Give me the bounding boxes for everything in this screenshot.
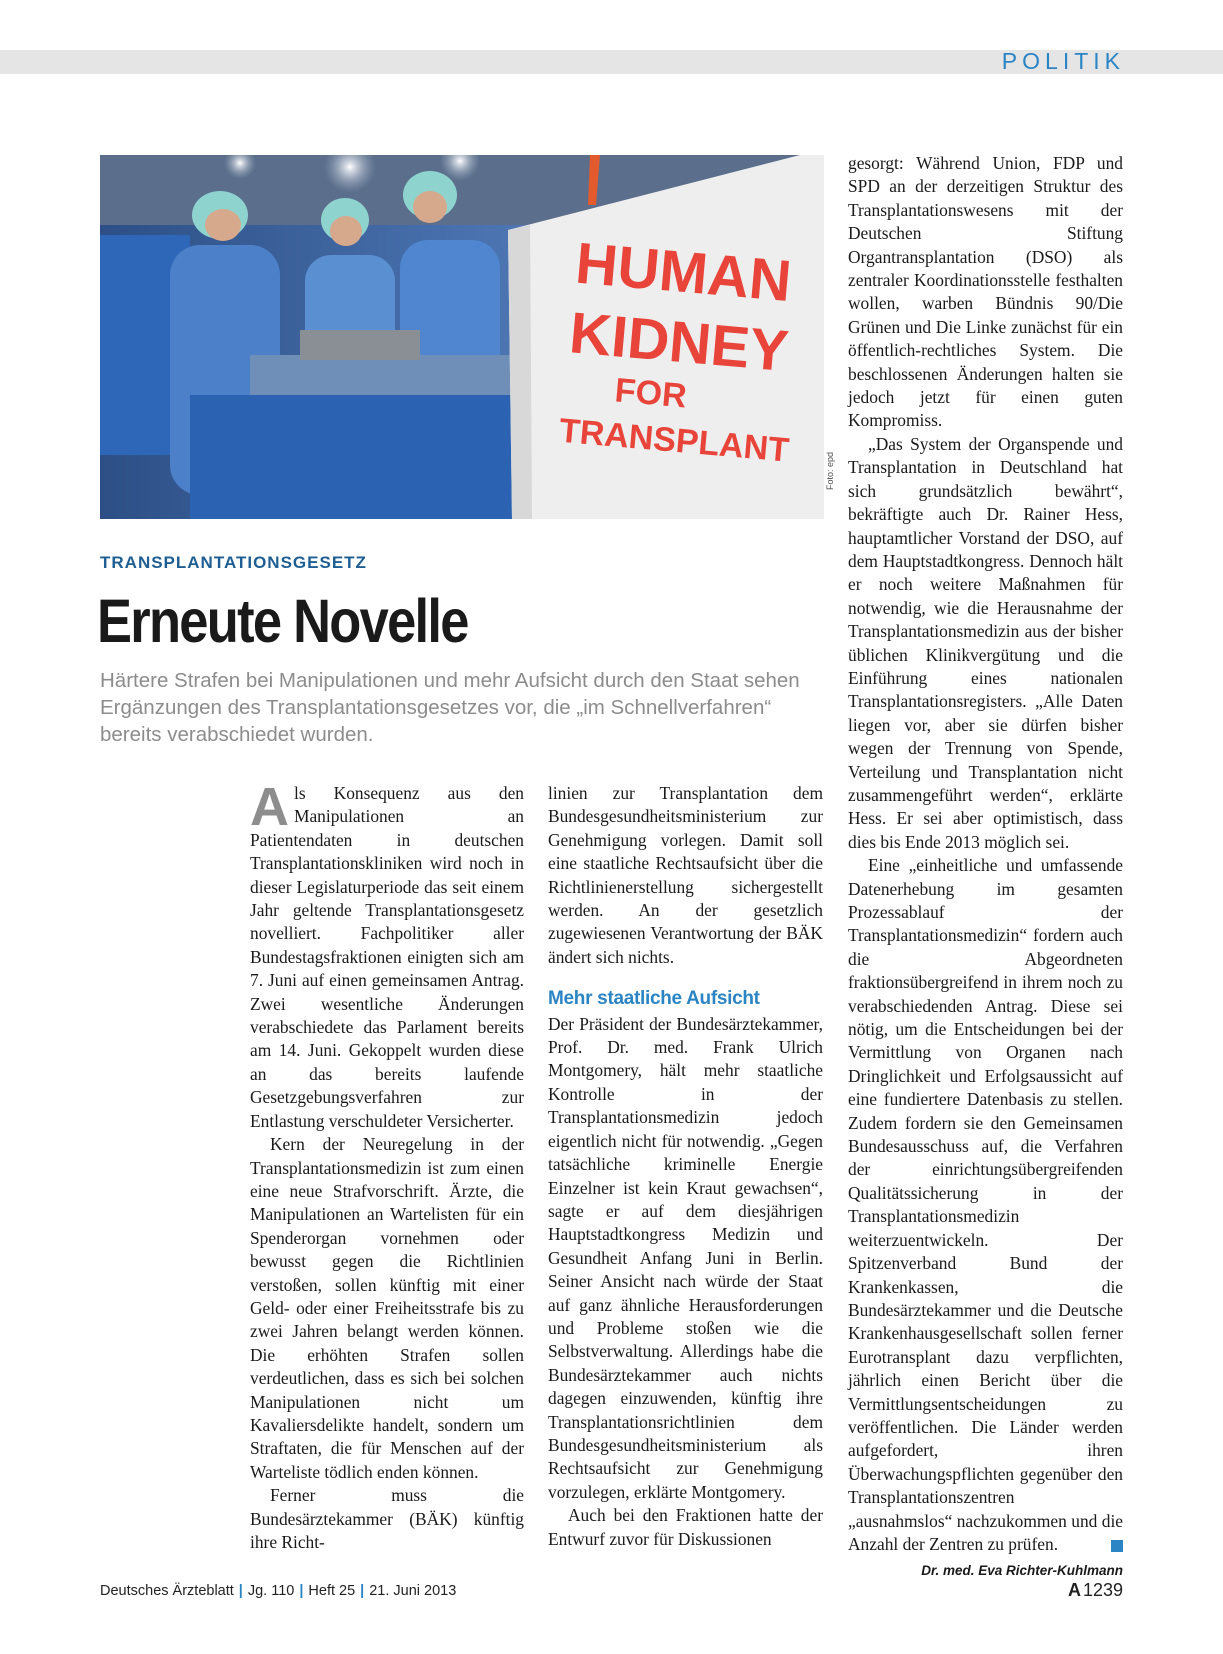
page-footer: [100, 1583, 456, 1599]
article-photo: [100, 155, 824, 519]
operating-room-illustration: [100, 155, 824, 519]
paragraph: Als Konsequenz aus den Manipulationen an Patientendaten in deutschen Transplantationskliniken wird noch in dieser Legislaturperiode das seit einem Jahr geltende Transplantationsgesetz novelliert. Fachpolitiker aller Bundestagsfraktionen einigten sich am 7. Juni auf einen gemeinsamen Antrag. Zwei wesentliche Änderungen verabschiedete das Parlament bereits am 14. Juni. Gekoppelt wurden diese an das bereits laufende Gesetzgebungsverfahren zur Entlastung verschuldeter Versicherter.: [250, 777, 524, 1131]
journal-name: Deutsches Ärzteblatt: [100, 1583, 234, 1599]
separator: |: [238, 1583, 243, 1599]
paragraph: „Das System der Organspende und Transplantation in Deutschland hat sich grundsätzlich bewährt“, bekräftigte auch Dr. Rainer Hess, hauptamtlicher Vorstand der DSO, auf dem Hauptstadtkongress. Dennoch hält er noch weitere Maßnahmen für notwendig, wie die Herausnahme der Transplantationsmedizin aus der bisher üblichen Klinikvergütung und die Einführung eines nationalen Transplantationsregisters. „Alle Daten liegen vor, aber sie dürfen bisher wegen der Trennung von Spende, Verteilung und Transplantation nicht zusammengeführt werden“, erklärte Hess. Er sei aber optimistisch, dass dies bis Ende 2013 möglich sei.: [848, 433, 1123, 852]
author-byline: Dr. med. Eva Richter-Kuhlmann: [921, 1563, 1123, 1579]
sign-line-kidney: KIDNEY: [567, 300, 792, 385]
section-label: POLITIK: [1001, 48, 1125, 74]
journal-issue: Heft 25: [308, 1583, 356, 1599]
separator: |: [299, 1583, 304, 1599]
journal-date: 21. Juni 2013: [369, 1583, 457, 1599]
page-number: A 1239: [1067, 1580, 1123, 1600]
separator: |: [360, 1583, 365, 1599]
article-kicker: TRANSPLANTATIONSGESETZ: [100, 553, 367, 572]
end-mark-icon: [1111, 1540, 1123, 1552]
sign-line-for: FOR: [613, 371, 689, 416]
paragraph: Eine „einheitliche und umfassende Datenerhebung im gesamten Prozessablauf der Transplantationsmedizin“ fordern auch die Abgeordneten fraktionsübergreifend in ihrem noch zu verabschiedenden Antrag. Diese sei nötig, um die Entscheidungen bei der Vermittlung von Organen nach Dringlichkeit und Erfolgsaussicht auf eine fundiertere Datenbasis zu stellen. Zudem fordern sie den Gemeinsamen Bundesausschuss auf, die Verfahren der einrichtungsübergreifenden Qualitätssicherung in der Transplantationsmedizin weiterzuentwickeln. Der Spitzenverband Bund der Krankenkassen, die Bundesärztekammer und die Deutsche Krankenhausgesellschaft sollen ferner Eurotransplant dazu verpflichten, jährlich einen Bericht über die Vermittlungsentscheidungen zu veröffentlichen. Die Länder werden aufgefordert, ihren Überwachungspflichten gegenüber den Transplantationszentren „ausnahmslos“ nachzukommen und die Anzahl der Zentren zu prüfen.: [848, 855, 1123, 1554]
paragraph: Auch bei den Fraktionen hatte der Entwurf zuvor für Diskussionen: [548, 1505, 823, 1549]
paragraph: linien zur Transplantation dem Bundesgesundheitsministerium zur Genehmigung vorlegen. Damit soll eine staatliche Rechtsaufsicht über die Richtlinienerstellung sichergestellt werden. An der gesetzlich zugewiesenen Verantwortung der BÄK ändert sich nichts.: [548, 783, 823, 967]
sign-line-transplant: TRANSPLANT: [557, 411, 791, 470]
article-column-2: [548, 782, 823, 1551]
photo-credit: Foto: epd: [825, 451, 835, 490]
dropcap: A: [250, 777, 289, 837]
paragraph: gesorgt: Während Union, FDP und SPD an der derzeitigen Struktur des Transplantationswesens mit der Deutschen Stiftung Organtransplantation (DSO) als zentraler Koordinationsstelle festhalten wollen, warben Bündnis 90/Die Grünen und Die Linke zunächst für ein öffentlich-rechtliches System. Die beschlossenen Änderungen halten sie jedoch jetzt für einen guten Kompromiss.: [848, 153, 1123, 431]
article-title: Erneute Novelle: [97, 587, 468, 655]
paragraph: Kern der Neuregelung in der Transplantationsmedizin ist zum einen eine neue Strafvorschrift. Ärzte, die Manipulationen an Wartelisten für ein Spenderorgan vornehmen oder bewusst gegen die Richtlinien verstoßen, sollen künftig mit einer Geld- oder einer Freiheitsstrafe bis zu zwei Jahren belangt werden können. Die erhöhten Strafen sollen verdeutlichen, dass es sich bei solchen Manipulationen nicht um Kavaliersdelikte handelt, sondern um Straftaten, die für Menschen auf der Warteliste tödlich enden können.: [250, 1134, 524, 1482]
subheading: Mehr staatliche Aufsicht: [548, 988, 760, 1010]
article-lead: Härtere Strafen bei Manipulationen und mehr Aufsicht durch den Staat sehen Ergänzungen des Transplantationsgesetzes vor, die „im Schnellverfahren“ bereits verabschiedet wurden.: [100, 669, 800, 746]
article-column-3: [848, 152, 1123, 1583]
paragraph: Der Präsident der Bundesärztekammer, Prof. Dr. med. Frank Ulrich Montgomery, hält mehr staatliche Kontrolle in der Transplantationsmedizin jedoch eigentlich nicht für notwendig. „Gegen tatsächliche kriminelle Energie Einzelner ist kein Kraut gewachsen“, sagte er auf dem diesjährigen Hauptstadtkongress Medizin und Gesundheit Anfang Juni in Berlin. Seiner Ansicht nach würde der Staat auf ganz ähnliche Herausforderungen und Probleme stoßen wie die Selbstverwaltung. Allerdings habe die Bundesärztekammer auch nichts dagegen einzuwenden, künftig ihre Transplantationsrichtlinien dem Bundesgesundheitsministerium als Rechtsaufsicht zur Genehmigung vorzulegen, erklärte Montgomery.: [548, 1013, 823, 1502]
paragraph: Ferner muss die Bundesärztekammer (BÄK) künftig ihre Richt-: [250, 1485, 524, 1552]
journal-volume: Jg. 110: [247, 1583, 295, 1599]
article-column-1: [250, 777, 524, 1554]
sign-line-human: HUMAN: [573, 230, 794, 315]
